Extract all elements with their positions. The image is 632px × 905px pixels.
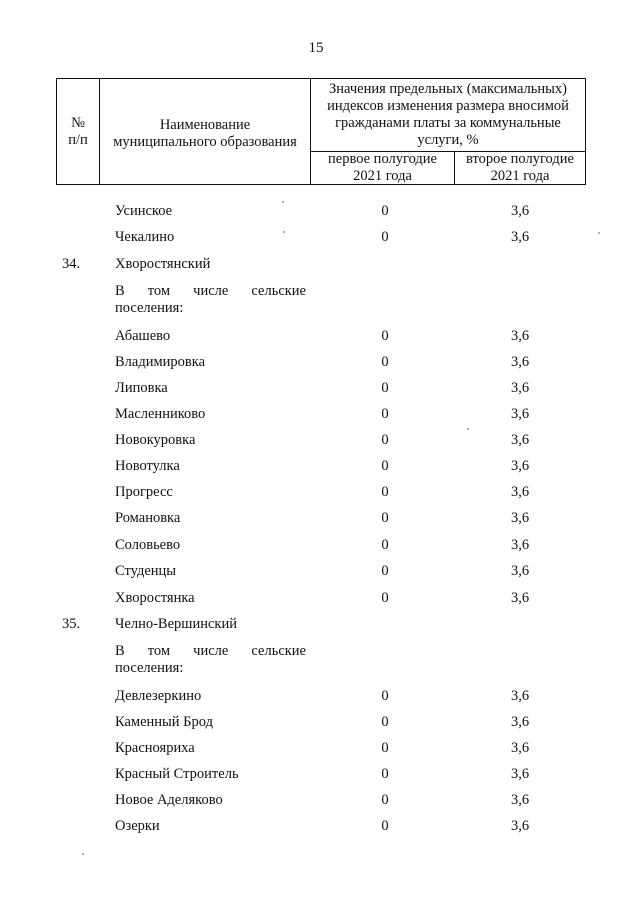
second-half-value: 3,6 [510,229,530,245]
including-word: числе [193,643,229,659]
scan-speck [282,201,284,203]
table-row [0,354,632,374]
first-half-value: 0 [381,688,389,704]
settlement-name: Новокуровка [115,432,196,448]
settlement-name: Чекалино [115,229,175,245]
table-row [0,590,632,610]
including-word: поселения: [115,300,184,316]
second-half-value: 3,6 [510,432,530,448]
second-half-value: 3,6 [510,688,530,704]
header-first-half: первое полугодие 2021 года [328,151,437,184]
including-rural-label [115,643,306,677]
table-row [0,537,632,557]
table-row [0,563,632,583]
first-half-value: 0 [381,432,389,448]
first-half-value: 0 [381,714,389,730]
row-number: 35. [62,616,81,632]
table-row [0,458,632,478]
settlement-name: Новое Аделяково [115,792,223,808]
scan-speck [283,231,285,233]
settlement-name: Усинское [115,203,173,219]
including-word: сельские [251,283,306,299]
table-row [0,740,632,760]
scan-speck [82,853,84,855]
header-second-half: второе полугодие 2021 года [466,151,574,184]
first-half-value: 0 [381,537,389,553]
first-half-value: 0 [381,590,389,606]
table-row [0,714,632,734]
second-half-value: 3,6 [510,740,530,756]
second-half-value: 3,6 [510,714,530,730]
row-number: 34. [62,256,81,272]
table-row [0,380,632,400]
including-rural-label [115,283,306,317]
settlement-name: Каменный Брод [115,714,213,730]
header-name: Наименование муниципального образования [113,116,297,150]
first-half-value: 0 [381,354,389,370]
second-half-value: 3,6 [510,818,530,834]
second-half-value: 3,6 [510,406,530,422]
first-half-value: 0 [381,740,389,756]
including-word: сельские [251,643,306,659]
second-half-value: 3,6 [510,203,530,219]
settlement-name: Хворостянка [115,590,195,606]
settlement-name: Красный Строитель [115,766,239,782]
settlement-name: Краснояриха [115,740,195,756]
settlement-name: Девлезеркино [115,688,202,704]
including-word: числе [193,283,229,299]
first-half-value: 0 [381,766,389,782]
table-row [0,818,632,838]
table-row [0,328,632,348]
settlement-name: Прогресс [115,484,173,500]
settlement-name: Липовка [115,380,168,396]
first-half-value: 0 [381,484,389,500]
first-half-value: 0 [381,458,389,474]
second-half-value: 3,6 [510,458,530,474]
first-half-value: 0 [381,380,389,396]
second-half-value: 3,6 [510,484,530,500]
including-word: поселения: [115,660,184,676]
first-half-value: 0 [381,792,389,808]
including-word: В [115,643,125,659]
district-row [0,256,632,276]
settlement-name: Новотулка [115,458,180,474]
table-row [0,432,632,452]
table-row [0,406,632,426]
first-half-value: 0 [381,328,389,344]
second-half-value: 3,6 [510,792,530,808]
district-name: Хворостянский [115,256,211,272]
district-name: Челно-Вершинский [115,616,237,632]
second-half-value: 3,6 [510,380,530,396]
settlement-name: Масленниково [115,406,206,422]
settlement-name: Романовка [115,510,181,526]
settlement-name: Владимировка [115,354,206,370]
first-half-value: 0 [381,563,389,579]
first-half-value: 0 [381,818,389,834]
settlement-name: Соловьево [115,537,181,553]
including-word: В [115,283,125,299]
table-row [0,229,632,249]
second-half-value: 3,6 [510,354,530,370]
page-number: 15 [308,40,324,56]
including-word: том [147,283,171,299]
second-half-value: 3,6 [510,328,530,344]
header-number: № п/п [68,114,88,148]
settlement-name: Озерки [115,818,160,834]
table-row [0,203,632,223]
first-half-value: 0 [381,406,389,422]
settlement-name: Абашево [115,328,171,344]
second-half-value: 3,6 [510,590,530,606]
table-row [0,792,632,812]
table-row [0,688,632,708]
second-half-value: 3,6 [510,510,530,526]
table-row [0,510,632,530]
scan-speck [467,428,469,430]
scan-speck [598,232,600,234]
second-half-value: 3,6 [510,537,530,553]
settlement-name: Студенцы [115,563,177,579]
including-word: том [147,643,171,659]
second-half-value: 3,6 [510,563,530,579]
table-row [0,484,632,504]
header-values: Значения предельных (максимальных) индексов изменения размера вносимой гражданами платы за коммунальные услуги, % [327,81,569,148]
first-half-value: 0 [381,203,389,219]
first-half-value: 0 [381,510,389,526]
table-header [56,78,586,185]
second-half-value: 3,6 [510,766,530,782]
table-row [0,766,632,786]
district-row [0,616,632,636]
first-half-value: 0 [381,229,389,245]
